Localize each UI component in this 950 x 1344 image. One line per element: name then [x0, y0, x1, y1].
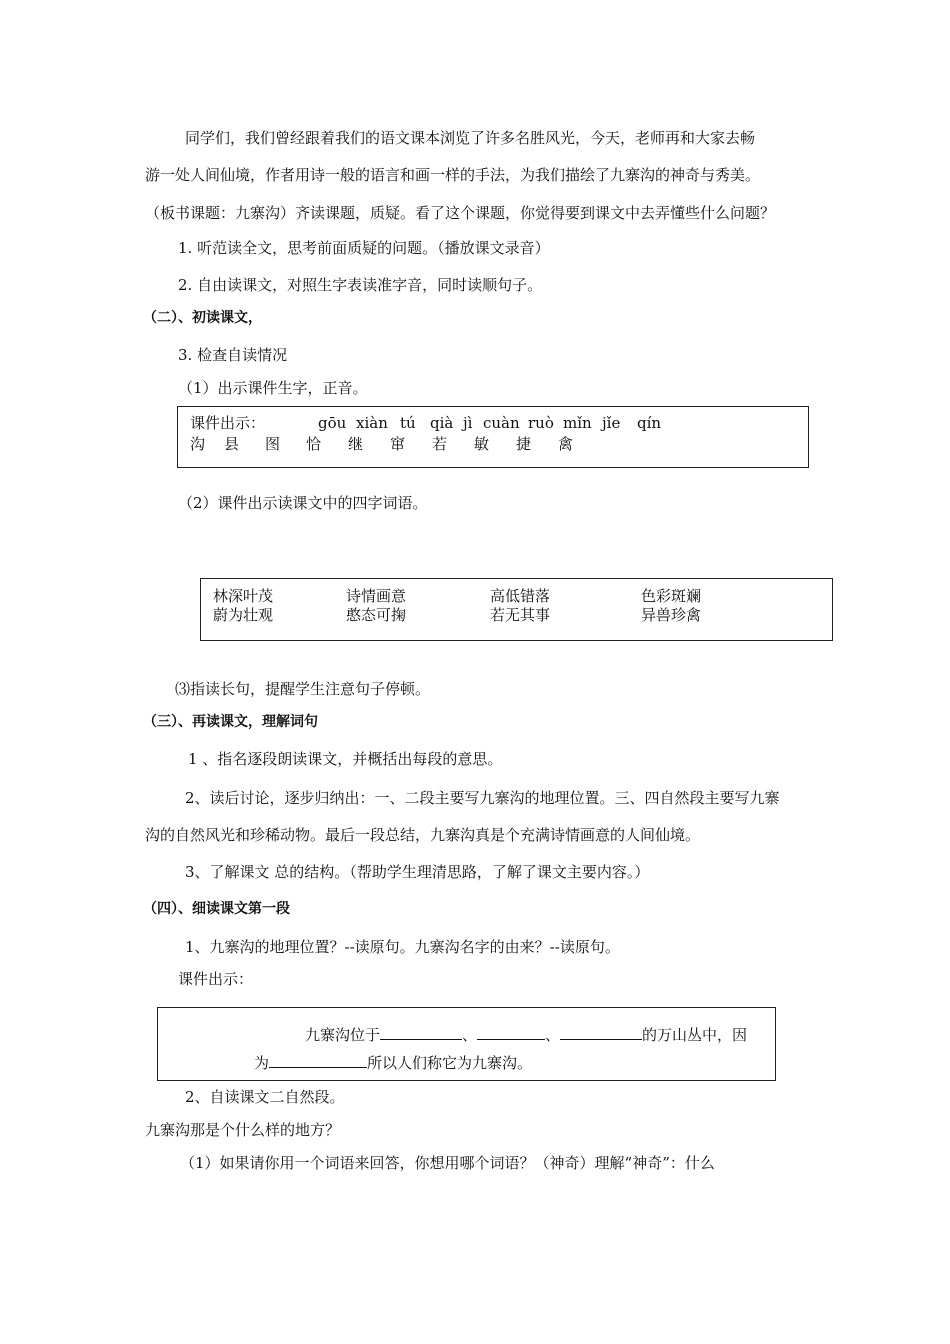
fill-blank-4 [269, 1051, 367, 1068]
four-char-words-box [200, 578, 833, 641]
courseware-show-label: 课件出示： [178, 970, 254, 988]
section-heading-3: （三）、再读课文，理解词句 [143, 714, 318, 730]
fill-sep-2: 、 [545, 1026, 561, 1044]
pinyin-5: cuàn [483, 414, 520, 432]
char-4: 继 [348, 435, 364, 453]
third-item-2b: 沟的自然风光和珍稀动物。最后一段总结，九寨沟真是个充满诗情画意的人间仙境。 [145, 826, 701, 844]
char-0: 沟 [190, 435, 206, 453]
word-1-2: 诗情画意 [346, 587, 407, 605]
fill-line-1 [305, 1023, 747, 1045]
fill-text-c: 为 [254, 1054, 270, 1072]
word-2-4: 异兽珍禽 [641, 606, 702, 624]
fill-text-a: 九寨沟位于 [305, 1026, 381, 1044]
fourth-item-2: 2、自读课文二自然段。 [185, 1088, 345, 1106]
new-characters-box [177, 406, 809, 468]
pinyin-6: ruò [528, 414, 554, 432]
word-2-3: 若无其事 [490, 606, 551, 624]
pinyin-8: jǐe [602, 414, 621, 432]
third-item-2a: 2、读后讨论，逐步归纳出：一、二段主要写九寨沟的地理位置。三、四自然段主要写九寨 [185, 789, 780, 807]
char-2: 图 [265, 435, 281, 453]
word-2-1: 蔚为壮观 [213, 606, 274, 624]
fill-sep-1: 、 [462, 1026, 478, 1044]
char-1: 县 [224, 435, 240, 453]
step-1: 1. 听范读全文，思考前面质疑的问题。（播放课文录音） [178, 239, 550, 257]
sub-step-2: （2）课件出示读课文中的四字词语。 [178, 494, 428, 512]
pinyin-4: jì [463, 414, 473, 432]
word-1-3: 高低错落 [490, 587, 551, 605]
char-9: 禽 [558, 435, 574, 453]
sub-step-1: （1）出示课件生字，正音。 [178, 379, 368, 397]
section-heading-2: （二）、初读课文， [143, 310, 262, 326]
word-1-1: 林深叶茂 [213, 587, 274, 605]
pinyin-2: tú [400, 414, 416, 432]
step-3: 3. 检查自读情况 [178, 346, 288, 364]
word-2-2: 憨态可掬 [346, 606, 407, 624]
fourth-item-1: 1、九寨沟的地理位置？--读原句。九寨沟名字的由来？--读原句。 [185, 938, 620, 956]
fill-blank-1 [380, 1023, 462, 1040]
word-1-4: 色彩斑斓 [641, 587, 702, 605]
question-heading: 九寨沟那是个什么样的地方？ [145, 1121, 341, 1139]
pinyin-0: gōu [318, 414, 347, 432]
step-2: 2. 自由读课文，对照生字表读准字音，同时读顺句子。 [178, 276, 543, 294]
char-5: 窜 [390, 435, 406, 453]
char-7: 敏 [474, 435, 490, 453]
box-label: 课件出示： [190, 414, 266, 432]
third-item-3: 3、了解课文 总的结构。（帮助学生理清思路，了解了课文主要内容。） [185, 863, 650, 881]
intro-line-1: 同学们，我们曾经跟着我们的语文课本浏览了许多名胜风光，今天，老师再和大家去畅 [185, 129, 756, 147]
fill-line-2 [254, 1051, 532, 1073]
pinyin-7: mǐn [563, 414, 592, 432]
char-3: 恰 [306, 435, 322, 453]
sub-step-3: ⑶指读长句，提醒学生注意句子停顿。 [175, 680, 431, 698]
intro-line-3: （板书课题：九寨沟）齐读课题，质疑。看了这个课题，你觉得要到课文中去弄懂些什么问题？ [145, 204, 776, 222]
fill-text-b: 的万山丛中，因 [642, 1026, 748, 1044]
question-1: （1）如果请你用一个词语来回答，你想用哪个词语？（神奇）理解“神奇”：什么 [180, 1154, 715, 1172]
char-8: 捷 [516, 435, 532, 453]
fill-text-d: 所以人们称它为九寨沟。 [367, 1054, 533, 1072]
fill-blank-2 [477, 1023, 545, 1040]
pinyin-1: xiàn [356, 414, 388, 432]
char-6: 若 [432, 435, 448, 453]
pinyin-9: qín [637, 414, 662, 432]
third-item-1: 1 、指名逐段朗读课文，并概括出每段的意思。 [188, 750, 503, 768]
section-heading-4: （四）、细读课文第一段 [143, 901, 290, 917]
fill-in-box [157, 1007, 776, 1081]
pinyin-3: qià [430, 414, 454, 432]
intro-line-2: 游一处人间仙境，作者用诗一般的语言和画一样的手法，为我们描绘了九寨沟的神奇与秀美。 [145, 166, 761, 184]
fill-blank-3 [560, 1023, 642, 1040]
